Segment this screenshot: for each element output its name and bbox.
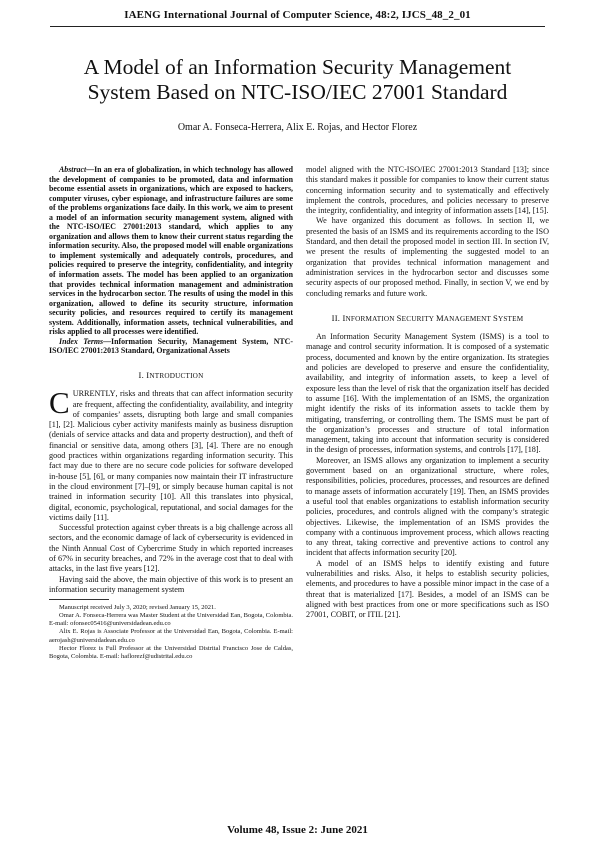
intro-paragraph-3: Having said the above, the main objective of this work is to present an information security management system [49,574,293,594]
intro-first-word: URRENTLY [72,389,116,399]
isms-paragraph-3: A model of an ISMS helps to identify existing and future vulnerabilities and risks. Also, it helps to establish security policies, elements, and procedures to have a possible minor impact in the case of a threat that is materialized [17]. Besides, a model of an ISMS can be aligned with best practices from one or more specifications such as ISO 27001, COBIT, or ITIL [21]. [306,558,549,620]
running-head: IAENG International Journal of Computer Science, 48:2, IJCS_48_2_01 [124,9,471,21]
intro-paragraph-1-text: , risks and threats that can affect information security are frequent, affecting the confidentiality, availability, and integrity of companies’ assets, disrupting both large and small companies [1], [2]. Malicious cyber activity manifests mainly as business disruption (denials of service attacks and data and property destruction), and theft of financial or sensitive data, among others [3], [4]. There are no enough good practices within organizations regarding information security. This fact may due to there are no secure code policies for software developed in-house [5], [6], or many companies now maintain their IT infrastructure in the cloud environment [7]–[9], or simply because human capital is not trained in information security [10]. All this translates into physical, digital, economic, psychological, reputational, and social damages for the victims daily [11]. [49,389,293,522]
section-heading-introduction: I. INTRODUCTION [138,369,204,380]
isms-paragraph-2: Moreover, an ISMS allows any organization to implement a security government based on an organizational structure, where roles, responsibilities, policies, procedures, processes, and resources are defined to manage assets of information accurately [19]. Then, an ISMS provides a useful tool that enables organizations to establish information security policies, procedures, and controls aligned with the company’s strategic objectives. Likewise, the implementation of an ISMS provides the company with a continuous improvement process, which allows reacting to any threat, taking corrective and preventive actions to control any incident that affects information security [20]. [306,455,549,558]
isms-paragraph-1: An Information Security Management System (ISMS) is a tool to manage and control security information. It is composed of a systematic process, documented and known by the entire organization. Its strategies and policies are developed to preserve and ensure the confidentiality, availability, and integrity of information assets, to keep a level of exposure less than the level of risk that the organization itself has decided to assume [16]. With the implementation of an ISMS, the organization might identify the risks of its information assets to tackle them by mitigating, transferring, or controlling them. The ISMS must be part of the organization’s processes and structure of total information management, taking into account that information security is considered in the design of processes, information systems, and controls [17], [18]. [306,332,549,455]
footnotes [49,604,293,661]
right-column [306,165,549,620]
intro-paragraph-5: We have organized this document as follows. In section II, we presented the basis of an ISMS and its requirements according to the ISO Standard, and then detail the proposed model in section III. In section IV, we present the results of implementing the suggested model to an organization that provides technical information management and administration services in the hydrocarbon sector and discusses some security aspects of our proposed method. Finally, in section V, we end by concluding remarks and future work. [306,216,549,298]
intro-paragraph-2: Successful protection against cyber threats is a big challenge across all sectors, and the economic damage of lack of cybersecurity is evidenced in the Ninth Annual Cost of Cybercrime Study in which reported increases of 67% in security breaches, and 72% in the average cost that to deal with attacks, in the last five years [12]. [49,523,293,574]
drop-cap: C [49,385,70,421]
intro-paragraph-4: model aligned with the NTC-ISO/IEC 27001:2013 Standard [13]; since this standard makes it possible for companies to know their current status concerning information security and to systematically and effectively implement the controls, procedures, and policies necessary to preserve the integrity, confidentiality, and integrity of information assets [14], [15]. [306,165,549,216]
left-column [49,165,293,661]
title-line-2: System Based on NTC-ISO/IEC 27001 Standard [87,80,508,104]
page-footer: Volume 48, Issue 2: June 2021 [227,824,368,836]
footnote-author-3: Hector Florez is Full Professor at the Universidad Distrital Francisco Jose de Caldas, Bogota, Colombia. E-mail: haflorezf@udistrital.edu.co [49,644,293,660]
section-heading-isms: II. INFORMATION SECURITY MANAGEMENT SYSTEM [331,312,524,323]
footnote-author-1: Omar A. Fonseca-Herrera was Master Student at the Universidad Ean, Bogota, Colombia. E-mail: ofonsec05416@universidadean.edu.co [49,612,293,628]
index-terms-lead: Index Terms [59,336,104,346]
paper-title [30,55,565,105]
author-list: Omar A. Fonseca-Herrera, Alix E. Rojas, and Hector Florez [177,122,418,133]
footnote-author-2: Alix E. Rojas is Associate Professor at the Universidad Ean, Bogota, Colombia. E-mail: aerojash@universidadean.edu.co [49,628,293,644]
intro-paragraph-1 [49,385,293,523]
index-terms [49,337,293,356]
header-rule [50,26,545,27]
abstract [49,165,293,337]
footnote-rule [49,599,109,600]
index-terms-text: —Information Security, Management System, NTC-ISO/IEC 27001:2013 Standard, Organizational Assets [49,336,293,356]
footnote-manuscript: Manuscript received July 3, 2020; revised January 15, 2021. [59,604,216,612]
abstract-lead: Abstract [59,165,87,174]
title-line-1: A Model of an Information Security Management [83,55,512,79]
abstract-text: —In an era of globalization, in which technology has allowed the development of companies to be promoted, data and information become essential assets in organizations, which are exposed to hackers, computer viruses, cyber espionage, and infrastructure failures are some of the problems organizations face daily. In this work, we aim to present a model of an information security management system, aligned with the NTC-ISO/IEC 27001:2013 standard, which applies to any organization and allows them to know their current status regarding the information security. Also, the proposed model will enable organizations to implement systemically and adequately controls, procedures, and policies required to preserve the integrity, confidentiality, and integrity of information assets. The model has been applied to an organization that provides technical information management and administration services in the hydrocarbon sector. The results of using the model in this organization, allowed to define its security structure, information security policies, and resources required to certify its management system. Additionally, information assets, technical vulnerabilities, and risks applied to all processes were identified. [49,165,293,337]
